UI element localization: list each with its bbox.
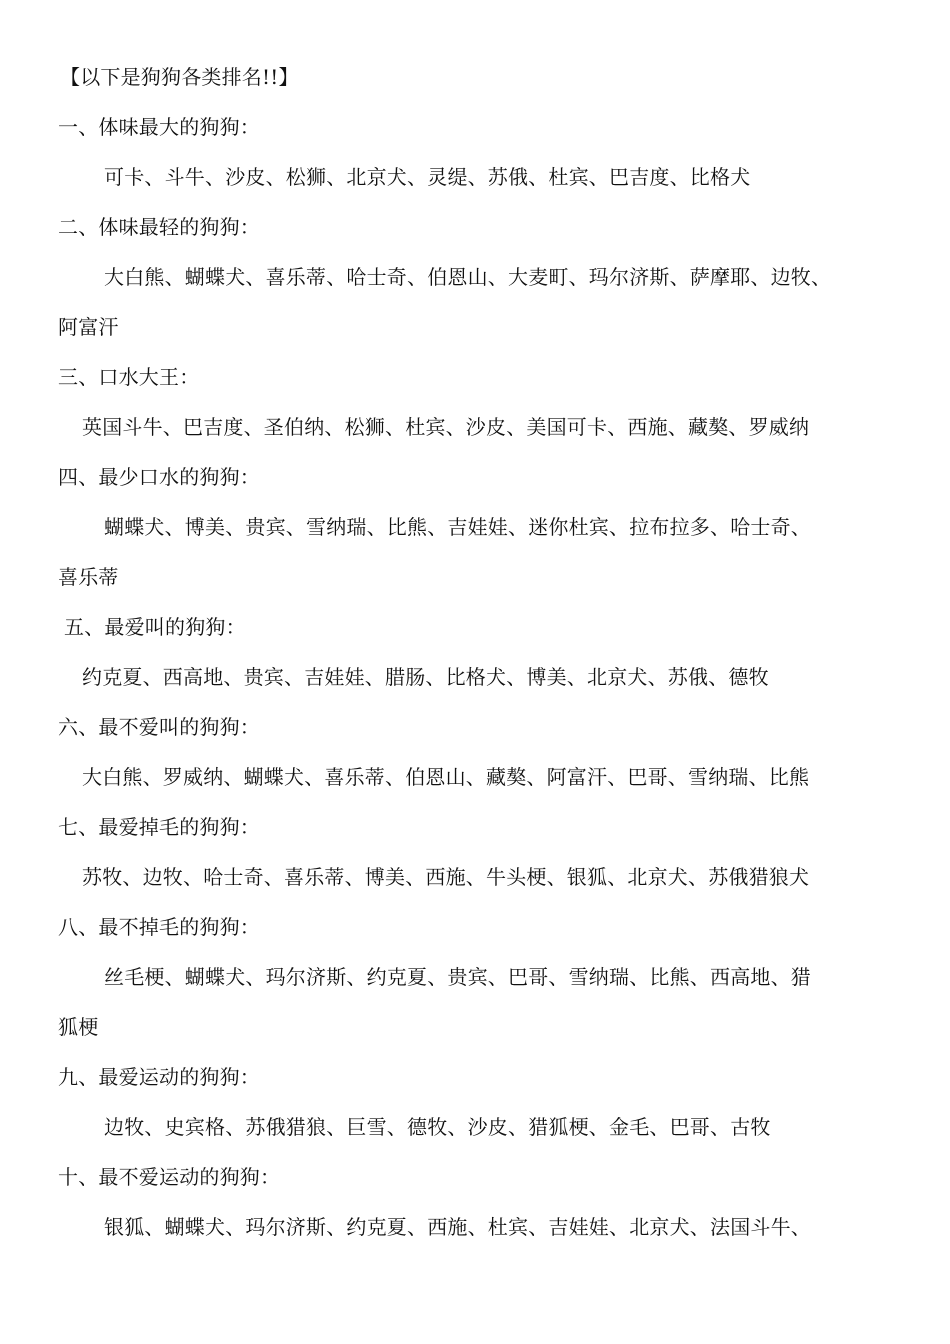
section-body-9: 边牧、史宾格、苏俄猎狼、巨雪、德牧、沙皮、猎狐梗、金毛、巴哥、古牧 xyxy=(104,1115,771,1139)
section-heading-7: 七、最爱掉毛的狗狗： xyxy=(58,815,260,839)
section-body-4-line-1: 蝴蝶犬、博美、贵宾、雪纳瑞、比熊、吉娃娃、迷你杜宾、拉布拉多、哈士奇、 xyxy=(104,515,811,539)
section-body-5: 约克夏、西高地、贵宾、吉娃娃、腊肠、比格犬、博美、北京犬、苏俄、德牧 xyxy=(82,665,769,689)
section-heading-4: 四、最少口水的狗狗： xyxy=(58,465,260,489)
section-body-8-line-1: 丝毛梗、蝴蝶犬、玛尔济斯、约克夏、贵宾、巴哥、雪纳瑞、比熊、西高地、猎 xyxy=(104,965,811,989)
section-heading-2: 二、体味最轻的狗狗： xyxy=(58,215,260,239)
section-heading-5: 五、最爱叫的狗狗： xyxy=(64,615,246,639)
section-heading-10: 十、最不爱运动的狗狗： xyxy=(58,1165,281,1189)
section-heading-6: 六、最不爱叫的狗狗： xyxy=(58,715,260,739)
section-heading-3: 三、口水大王： xyxy=(58,365,200,389)
document-title: 【以下是狗狗各类排名!!】 xyxy=(60,65,299,89)
section-body-6: 大白熊、罗威纳、蝴蝶犬、喜乐蒂、伯恩山、藏獒、阿富汗、巴哥、雪纳瑞、比熊 xyxy=(82,765,810,789)
section-body-8-line-2: 狐梗 xyxy=(58,1015,99,1039)
section-heading-1: 一、体味最大的狗狗： xyxy=(58,115,260,139)
section-heading-9: 九、最爱运动的狗狗： xyxy=(58,1065,260,1089)
section-body-2-line-1: 大白熊、蝴蝶犬、喜乐蒂、哈士奇、伯恩山、大麦町、玛尔济斯、萨摩耶、边牧、 xyxy=(104,265,832,289)
section-body-3: 英国斗牛、巴吉度、圣伯纳、松狮、杜宾、沙皮、美国可卡、西施、藏獒、罗威纳 xyxy=(82,415,810,439)
section-heading-8: 八、最不掉毛的狗狗： xyxy=(58,915,260,939)
section-body-4-line-2: 喜乐蒂 xyxy=(58,565,119,589)
section-body-10: 银狐、蝴蝶犬、玛尔济斯、约克夏、西施、杜宾、吉娃娃、北京犬、法国斗牛、 xyxy=(104,1215,811,1239)
section-body-1: 可卡、斗牛、沙皮、松狮、北京犬、灵缇、苏俄、杜宾、巴吉度、比格犬 xyxy=(104,165,751,189)
section-body-2-line-2: 阿富汗 xyxy=(58,315,119,339)
section-body-7: 苏牧、边牧、哈士奇、喜乐蒂、博美、西施、牛头梗、银狐、北京犬、苏俄猎狼犬 xyxy=(82,865,810,889)
